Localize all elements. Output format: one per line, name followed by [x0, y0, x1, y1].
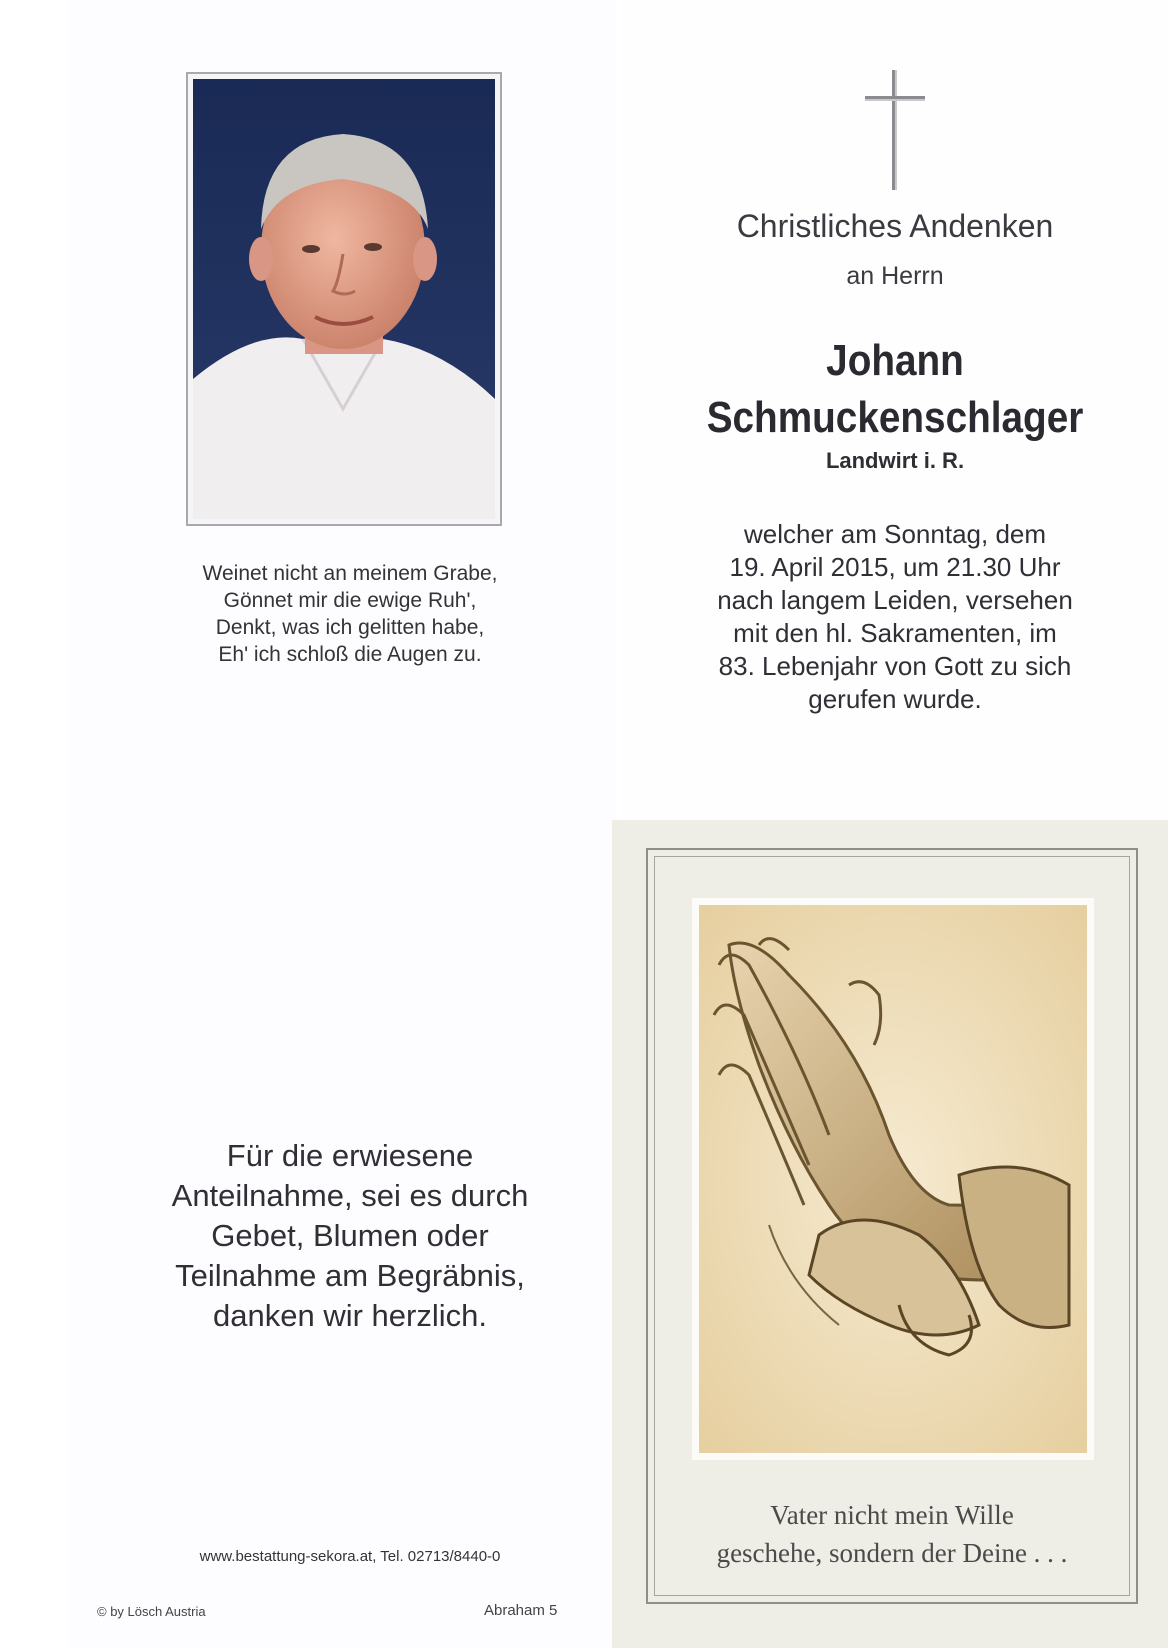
thanks-line: Für die erwiesene: [226, 1138, 474, 1173]
death-notice: [640, 518, 1150, 716]
card-model-number: Abraham 5: [484, 1602, 558, 1619]
notice-line: gerufen wurde.: [808, 684, 982, 714]
memorial-heading: Christliches Andenken: [736, 208, 1054, 244]
verse-line: Eh' ich schloß die Augen zu.: [218, 643, 482, 666]
notice-line: nach langem Leiden, versehen: [717, 585, 1073, 615]
thanks-message: [130, 1136, 570, 1336]
thanks-line: Teilnahme am Begräbnis,: [175, 1258, 525, 1293]
funeral-home-contact: www.bestattung-sekora.at, Tel. 02713/8440-0: [199, 1548, 501, 1565]
verse-line: Weinet nicht an meinem Grabe,: [202, 562, 498, 585]
portrait-image: [193, 79, 495, 519]
thanks-line: Gebet, Blumen oder: [211, 1218, 489, 1253]
notice-line: 19. April 2015, um 21.30 Uhr: [729, 552, 1061, 582]
last-name: Schmuckenschlager: [706, 393, 1084, 442]
prayer-quote: [662, 1496, 1122, 1572]
occupation: Landwirt i. R.: [825, 448, 965, 473]
notice-line: mit den hl. Sakramenten, im: [733, 618, 1057, 648]
praying-hands-icon: [699, 905, 1087, 1453]
verse-line: Gönnet mir die ewige Ruh',: [223, 589, 477, 612]
prayer-line: geschehe, sondern der Deine . . .: [716, 1538, 1068, 1568]
thanks-line: Anteilnahme, sei es durch: [171, 1178, 529, 1213]
copyright-notice: © by Lösch Austria: [97, 1604, 206, 1619]
thanks-line: danken wir herzlich.: [213, 1298, 487, 1333]
first-name: Johann: [826, 336, 964, 385]
cross-icon: [865, 70, 925, 190]
notice-line: 83. Lebenjahr von Gott zu sich: [718, 651, 1072, 681]
praying-hands-picture: [692, 898, 1094, 1460]
verse-line: Denkt, was ich gelitten habe,: [215, 616, 485, 639]
notice-line: welcher am Sonntag, dem: [743, 519, 1047, 549]
verse: [150, 560, 550, 668]
portrait-photo: [186, 72, 502, 526]
prayer-line: Vater nicht mein Wille: [770, 1500, 1014, 1530]
salutation: an Herrn: [846, 262, 944, 290]
